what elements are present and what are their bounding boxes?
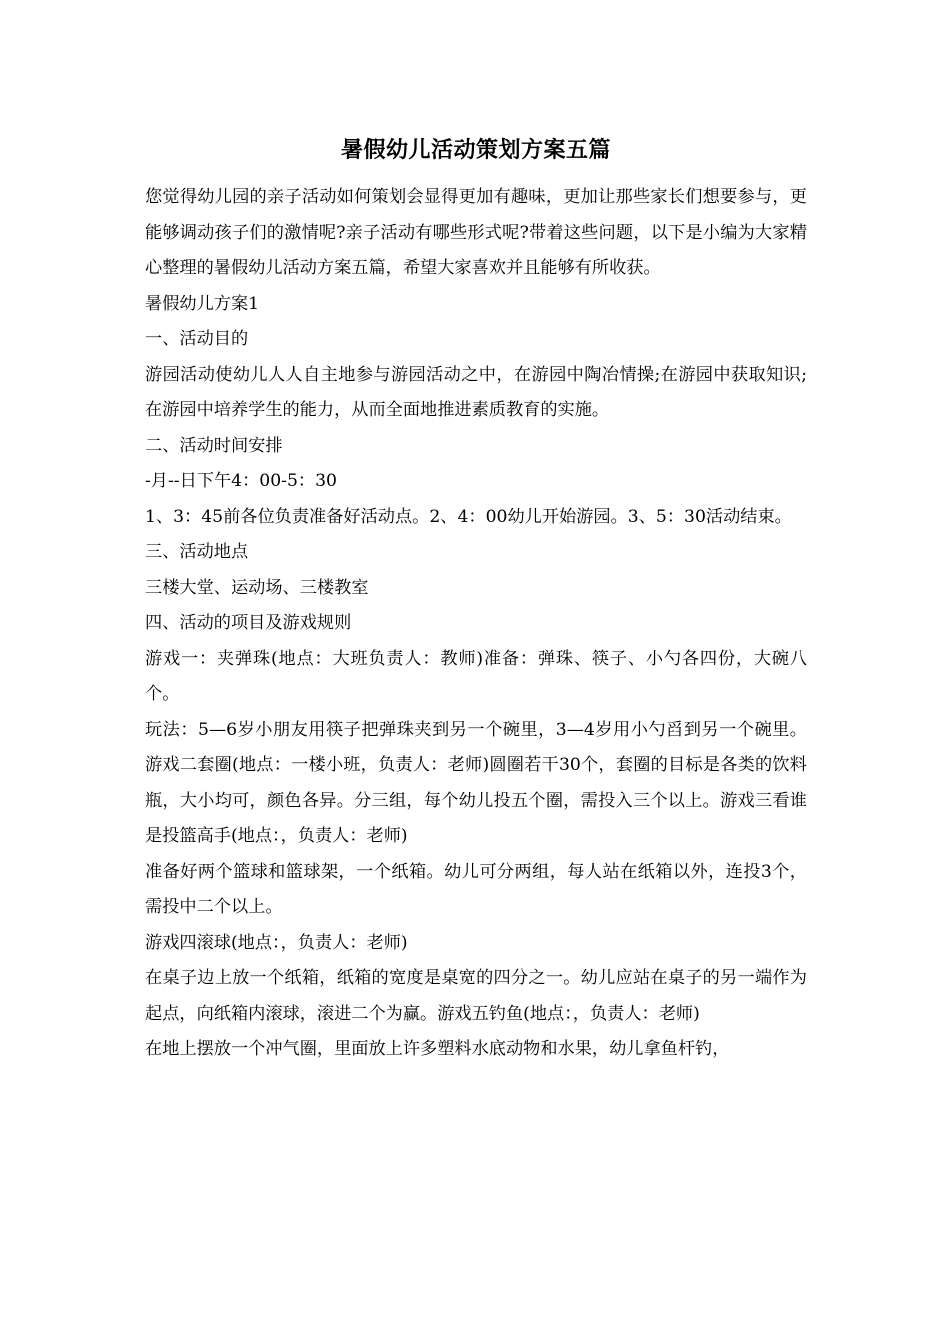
section-heading-plan-1: 暑假幼儿方案1 [145,293,260,314]
paragraph-location: 三楼大堂、运动场、三楼教室 [145,577,369,598]
heading-activity-purpose: 一、活动目的 [145,329,249,349]
intro-paragraph: 您觉得幼儿园的亲子活动如何策划会显得更加有趣味，更加让那些家长们想要参与，更能够调动孩子们的激情呢?亲子活动有哪些形式呢?带着这些问题，以下是小编为大家精心整理的暑假幼儿活动方案五篇，希望大家喜欢并且能够有所收获。 [145,187,807,278]
paragraph-game-5-rules: 在地上摆放一个冲气圈，里面放上许多塑料水底动物和水果，幼儿拿鱼杆钓， [145,1039,730,1059]
heading-time-schedule: 二、活动时间安排 [145,435,283,456]
paragraph-date-time: -月--日下午4：00-5：30 [145,471,337,491]
heading-location: 三、活动地点 [145,542,249,562]
paragraph-game-4-rules: 在桌子边上放一个纸箱，纸箱的宽度是桌宽的四分之一。幼儿应站在桌子的另一端作为起点，向纸箱内滚球，滚进二个为赢。游戏五钓鱼(地点：，负责人：老师) [145,968,807,1024]
paragraph-game-3-rules: 准备好两个篮球和篮球架，一个纸箱。幼儿可分两组，每人站在纸箱以外，连投3个，需投中二个以上。 [145,861,807,917]
heading-games-rules: 四、活动的项目及游戏规则 [145,613,352,633]
paragraph-game-4: 游戏四滚球(地点：，负责人：老师) [145,932,408,953]
paragraph-game-1: 游戏一：夹弹珠(地点：大班负责人：教师)准备：弹珠、筷子、小勺各四份，大碗八个。 [145,648,807,704]
document-page [145,132,807,1068]
document-title: 暑假幼儿活动策划方案五篇 [340,137,611,163]
paragraph-schedule: 1、3：45前各位负责准备好活动点。2、4：00幼儿开始游园。3、5：30活动结束。 [145,506,792,527]
paragraph-game-rules: 玩法：5—6岁小朋友用筷子把弹珠夹到另一个碗里，3—4岁用小勺舀到另一个碗里。游戏二套圈(地点：一楼小班，负责人：老师)圆圈若干30个，套圈的目标是各类的饮料瓶，大小均可，颜色各异。分三组，每个幼儿投五个圈，需投入三个以上。游戏三看谁是投篮高手(地点：，负责人：老师) [145,719,807,846]
paragraph-purpose: 游园活动使幼儿人人自主地参与游园活动之中，在游园中陶冶情操;在游园中获取知识;在游园中培养学生的能力，从而全面地推进素质教育的实施。 [145,364,807,420]
